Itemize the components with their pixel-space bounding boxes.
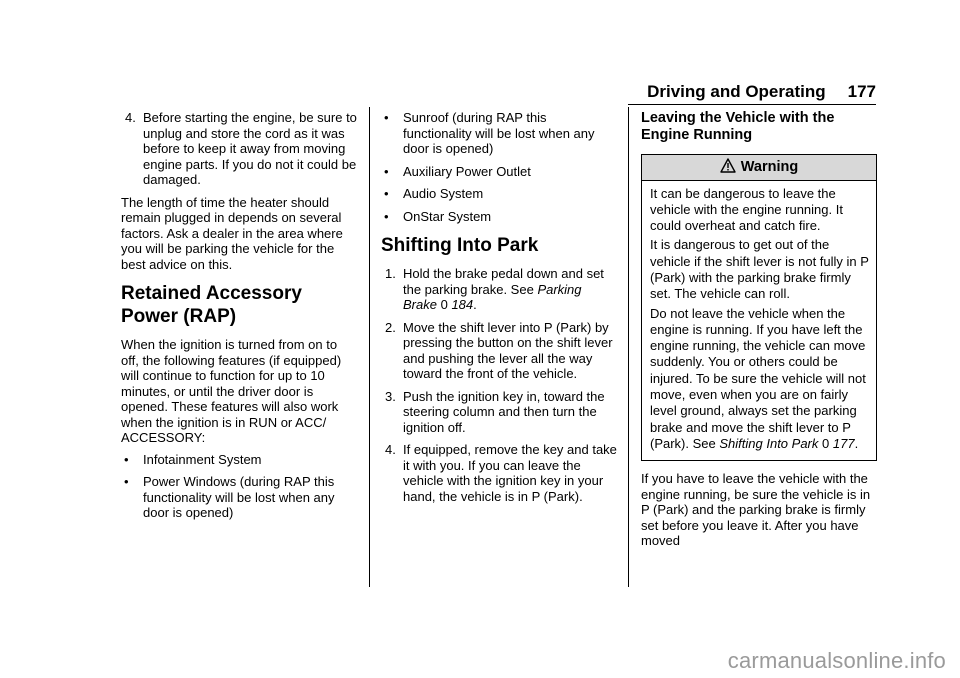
bullet-icon: • xyxy=(384,186,389,201)
page-number: 177 xyxy=(847,82,876,101)
section-title: Driving and Operating xyxy=(647,82,826,101)
section-heading: Retained Accessory Power (RAP) xyxy=(121,283,302,327)
bullet-item: • Auxiliary Power Outlet xyxy=(384,163,531,179)
warning-body xyxy=(642,181,876,461)
page-arrow-icon: 0 xyxy=(822,435,830,451)
column-2 xyxy=(381,110,617,511)
bullet-item: • Sunroof (during RAP this functionality will be lost when any door is opened) xyxy=(384,110,595,156)
cross-reference-link[interactable]: Parking Brake xyxy=(403,281,582,312)
warning-paragraph: It can be dangerous to leave the vehicle with the engine running. It could overheat and catch fire. xyxy=(650,185,843,234)
paragraph: The length of time the heater should remain plugged in depends on several factors. Ask a dealer in the area where you will be parking the vehicle for the best advice on this. xyxy=(121,194,343,272)
watermark: carmanualsonline.info xyxy=(727,648,946,673)
section-heading: Leaving the Vehicle with the Engine Running xyxy=(641,110,835,143)
list-item: 3. Push the ignition key in, toward the steering column and then turn the ignition off. xyxy=(385,388,605,435)
warning-box xyxy=(641,154,877,461)
running-header xyxy=(0,82,876,102)
header-rule xyxy=(628,104,876,105)
column-1 xyxy=(121,110,357,528)
list-item: 4. Before starting the engine, be sure to unplug and store the cord as it was before to keep it away from moving engine parts. If you do not it could be damaged. xyxy=(125,110,357,187)
cross-reference-link[interactable]: Shifting Into Park xyxy=(719,435,819,451)
bullet-icon: • xyxy=(384,163,389,179)
page-arrow-icon: 0 xyxy=(440,297,448,312)
list-item: 1. Hold the brake pedal down and set the parking brake. See Parking Brake 0 184. xyxy=(385,266,604,312)
list-item: 4. If equipped, remove the key and take it with you. If you can leave the vehicle with the ignition key in your hand, the vehicle is in P (Park). xyxy=(385,442,617,504)
bullet-item: • Power Windows (during RAP this functionality will be lost when any door is opened) xyxy=(124,474,335,520)
page-reference[interactable]: 184 xyxy=(451,297,474,312)
bullet-item: • Infotainment System xyxy=(124,451,262,467)
list-item-text: Before starting the engine, be sure to unplug and store the cord as it was before to keep it away from moving engine parts. If you do not it could be damaged. xyxy=(143,110,357,187)
warning-paragraph: It is dangerous to get out of the vehicle if the shift lever is not fully in P (Park) with the parking brake firmly set. The vehicle can roll. xyxy=(650,237,869,302)
bullet-item: • Audio System xyxy=(384,186,484,201)
warning-title: Warning xyxy=(740,159,799,175)
paragraph: If you have to leave the vehicle with the engine running, be sure the vehicle is in P (Park) and the parking brake is firmly set before you leave it. After you have moved xyxy=(641,471,871,549)
column-divider-2 xyxy=(628,107,629,587)
warning-paragraph: Do not leave the vehicle when the engine is running. If you have left the engine running, the vehicle can move suddenly. You or others could be injured. To be sure the vehicle will not move, even when you are on fairly level ground, always set the parking brake and move the shift lever to P (Park). See Shifting Into Park 0 177. xyxy=(650,305,866,451)
warning-header xyxy=(642,155,876,181)
bullet-icon: • xyxy=(384,208,389,224)
bullet-icon: • xyxy=(384,110,389,125)
list-item: 2. Move the shift lever into P (Park) by pressing the button on the shift lever and pushing the lever all the way toward the front of the vehicle. xyxy=(385,319,613,381)
page-reference[interactable]: 177 xyxy=(832,435,855,451)
section-heading: Shifting Into Park xyxy=(381,235,539,256)
paragraph: When the ignition is turned from on to off, the following features (if equipped) will continue to function for up to 10 minutes, or until the driver door is opened. These features will also work when the ignition is in RUN or ACC/ ACCESSORY: xyxy=(121,337,342,445)
column-divider-1 xyxy=(369,107,370,587)
warning-triangle-icon xyxy=(720,158,736,173)
column-3 xyxy=(641,110,877,555)
bullet-icon: • xyxy=(124,451,129,467)
bullet-item: • OnStar System xyxy=(384,208,492,224)
bullet-icon: • xyxy=(124,474,129,489)
